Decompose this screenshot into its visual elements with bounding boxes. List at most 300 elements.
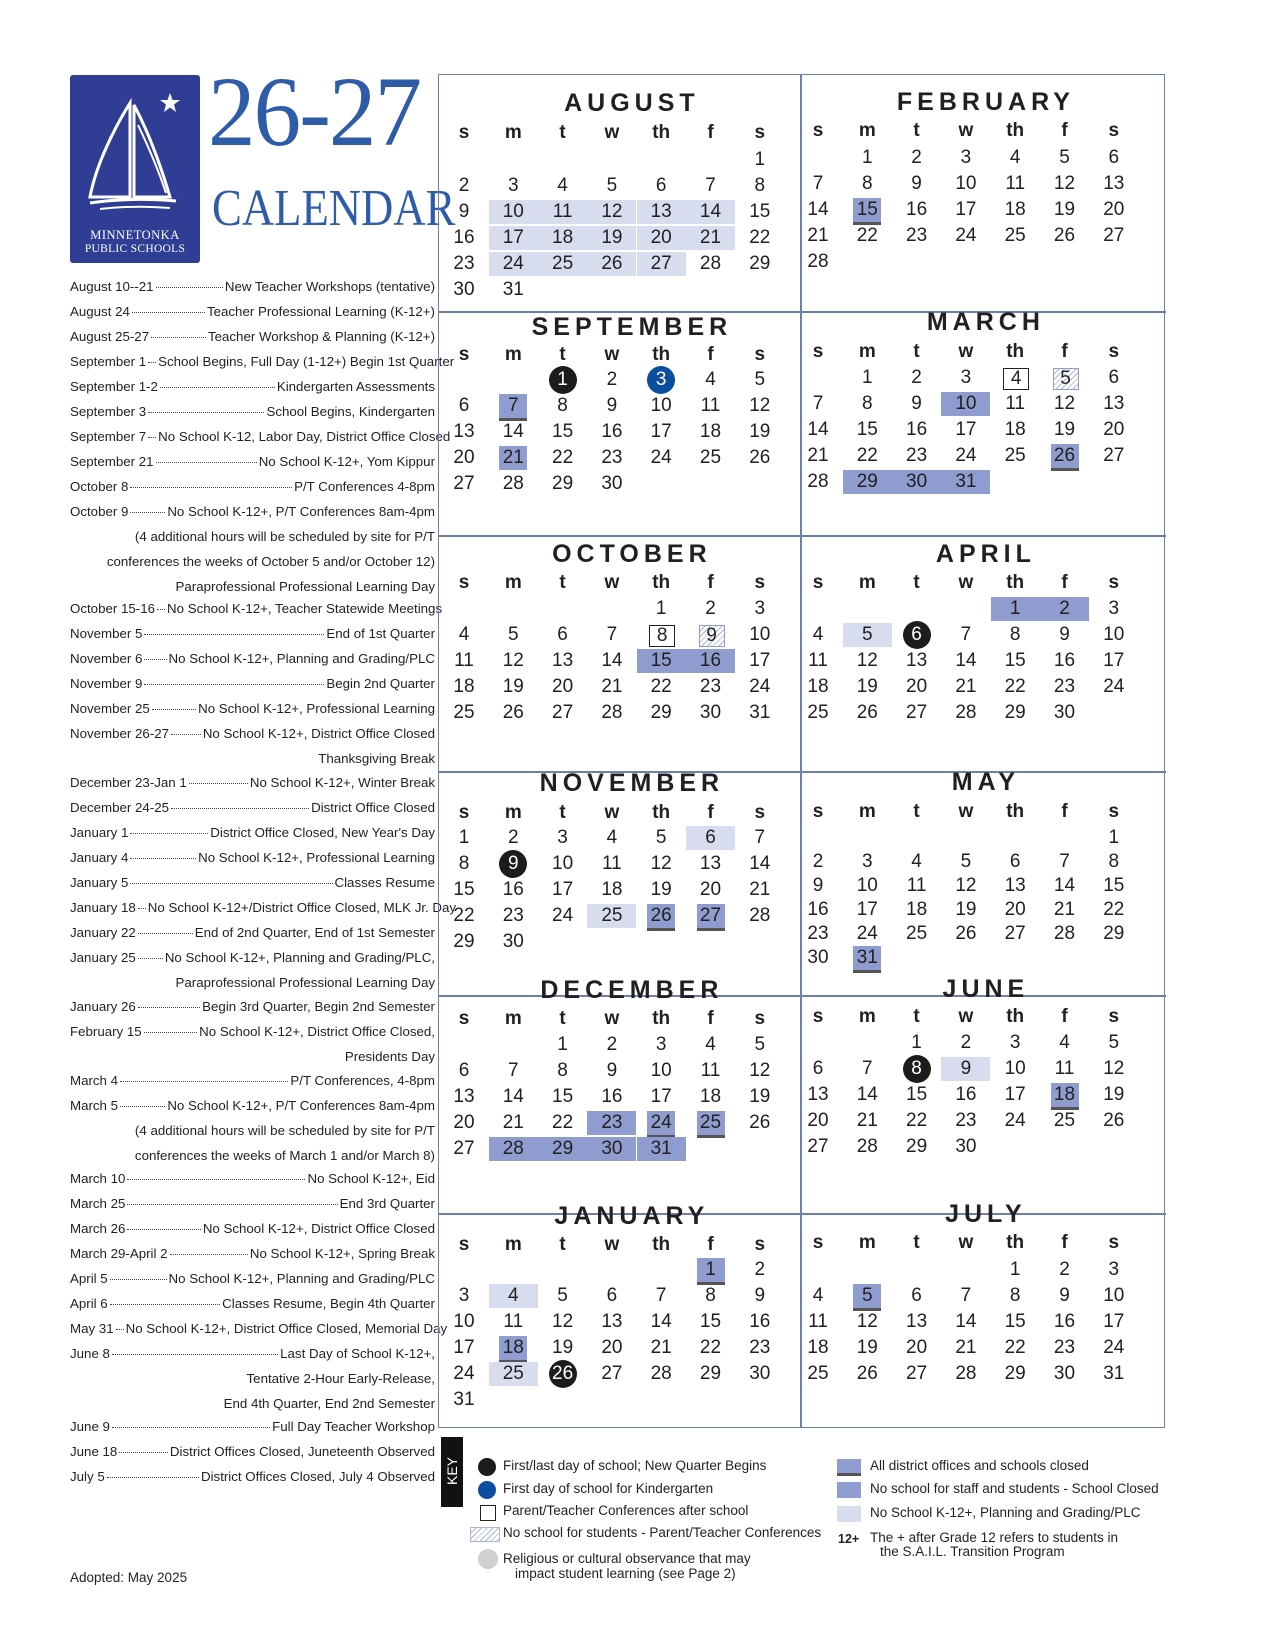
calendar-day: 6 [458,395,470,416]
calendar-day: 17 [955,199,977,220]
calendar-day: 23 [955,1110,977,1131]
calendar-day: 2 [1040,597,1089,621]
calendar-day: 4 [557,175,568,196]
calendar-day: 12 [552,1311,574,1332]
calendar-day: 7 [705,175,716,196]
calendar-day: 10 [453,1311,475,1332]
event-description: Teacher Workshop & Planning (K-12+) [207,329,435,344]
event-description-continued: (4 additional hours will be scheduled by site for P/T [134,529,435,544]
calendar-day: 18 [699,1086,722,1107]
event-description: No School K-12+, District Office Closed, Memorial Day [125,1321,448,1336]
calendar-day: 26 [1053,225,1076,246]
event-description: P/T Conferences 4-8pm [294,479,435,494]
calendar-day: 1 [1108,827,1120,848]
calendar-day: 29 [906,1136,928,1157]
leader-dots [112,1354,278,1355]
calendar-day: 14 [807,419,829,440]
leader-dots [112,1427,270,1428]
calendar-day: 18 [1051,1083,1079,1110]
calendar-day: 19 [502,676,524,697]
calendar-day: 26 [1103,1110,1125,1131]
calendar-day: 25 [1053,1110,1076,1131]
calendar-day: 10 [1004,1058,1026,1079]
grid-divider-vertical [800,74,802,1428]
calendar-day: 18 [453,676,475,697]
calendar-day: 17 [1103,1311,1125,1332]
calendar-day: 7 [655,1285,667,1306]
event-item [70,825,435,850]
calendar-day: 26 [749,1112,771,1133]
calendar-day: 21 [502,1112,524,1133]
calendar-day: 15 [552,1086,574,1107]
calendar-day: 26 [549,1360,577,1388]
leader-dots [130,512,165,513]
key-grade-note-cont: the S.A.I.L. Transition Program [880,1544,1065,1559]
calendar-day: 11 [1005,173,1026,194]
calendar-day: 25 [697,1111,725,1138]
calendar-day: 2 [1059,1259,1070,1280]
event-date: November 25 [70,701,150,716]
calendar-day: 18 [906,899,928,920]
weekday-header: f [707,802,714,823]
calendar-day: 5 [557,1285,568,1306]
weekday-header: th [1006,801,1025,822]
dark-underlined-swatch-icon [837,1459,861,1476]
weekday-header: w [958,1232,974,1253]
month-title: SEPTEMBER [531,313,733,341]
weekday-header: m [858,1006,876,1027]
calendar-day: 16 [601,421,623,442]
leader-dots [170,1254,248,1255]
leader-dots [148,437,156,438]
event-date: November 9 [70,676,143,691]
event-description: No School K-12+, District Office Closed [202,726,435,741]
calendar-day: 27 [697,904,725,931]
calendar-day: 16 [1053,650,1076,671]
key-grade-note: The + after Grade 12 refers to students in [870,1530,1119,1545]
calendar-day: 1 [458,827,470,848]
calendar-day: 1 [991,597,1040,621]
calendar-day: 21 [499,446,527,470]
weekday-header: f [707,122,714,143]
calendar-day: 15 [552,421,574,442]
event-item [70,999,435,1024]
calendar-day: 23 [906,445,928,466]
calendar-day: 18 [1004,419,1026,440]
event-date: January 4 [70,850,129,865]
calendar-day: 11 [906,875,927,896]
calendar-day: 8 [754,175,766,196]
calendar-day: 19 [650,879,672,900]
key-planning-grading: No School K-12+, Planning and Grading/PLC [870,1505,1141,1520]
dark-swatch-icon [837,1482,861,1498]
event-date: April 5 [70,1271,108,1286]
calendar-day: 9 [499,850,527,878]
calendar-day: 9 [606,395,618,416]
weekday-header: w [958,572,974,593]
event-description: No School K-12+, P/T Conferences 8am-4pm [167,1098,435,1113]
event-description: No School K-12+, Winter Break [249,775,435,790]
weekday-header: m [504,802,522,823]
calendar-day: 14 [856,1084,878,1105]
calendar-day: 7 [508,1060,519,1081]
event-item [70,1321,448,1346]
calendar-day: 13 [453,421,475,442]
leader-dots [127,1204,337,1205]
calendar-day: 15 [749,201,771,222]
leader-dots [107,1477,199,1478]
grid-divider [438,535,1166,537]
calendar-day: 24 [1103,676,1125,697]
event-description: District Offices Closed, Juneteenth Observed [169,1444,435,1459]
calendar-day: 3 [1108,1259,1120,1280]
calendar-day: 12 [587,200,636,224]
calendar-day: 28 [955,1363,977,1384]
event-item [70,279,435,304]
calendar-day: 13 [906,650,928,671]
event-date: September 1 [70,354,147,369]
calendar-day: 10 [856,875,878,896]
calendar-day: 19 [1103,1084,1125,1105]
weekday-header: w [604,344,620,365]
calendar-day: 11 [538,200,587,224]
calendar-day: 29 [1004,702,1026,723]
calendar-day: 4 [812,624,824,645]
event-description: School Begins, Full Day (1-12+) Begin 1st Quarter [158,354,455,369]
calendar-day: 15 [1004,650,1026,671]
calendar-day: 28 [807,251,829,272]
event-item [70,1246,435,1271]
calendar-day: 21 [686,226,735,250]
calendar-day: 13 [1103,173,1125,194]
calendar-day: 17 [650,421,672,442]
calendar-day: 24 [650,447,672,468]
calendar-day: 17 [955,419,977,440]
calendar-day: 8 [458,853,470,874]
calendar-day: 13 [601,1311,623,1332]
event-date: June 18 [70,1444,118,1459]
leader-dots [130,487,292,488]
event-description: No School K-12+, District Office Closed, [199,1024,435,1039]
calendar-day: 25 [906,923,928,944]
calendar-day: 18 [807,676,829,697]
calendar-day: 23 [453,253,475,274]
calendar-day: 5 [960,851,972,872]
calendar-day: 22 [453,905,475,926]
calendar-day: 3 [1108,598,1120,619]
event-item [70,354,455,379]
calendar-day: 12 [1103,1058,1125,1079]
calendar-day: 31 [853,946,881,973]
event-date: October 15-16 [70,601,156,616]
calendar-day: 19 [856,676,878,697]
calendar-day: 2 [458,175,470,196]
calendar-day: 24 [552,905,574,926]
calendar-day: 3 [458,1285,470,1306]
leader-dots [120,1106,165,1107]
leader-dots [152,709,196,710]
calendar-day: 29 [749,253,771,274]
event-description-continued: (4 additional hours will be scheduled by site for P/T [134,1123,435,1138]
calendar-day: 9 [754,1285,766,1306]
weekday-header: t [559,344,566,365]
calendar-day: 20 [552,676,574,697]
calendar-day: 28 [489,1137,538,1161]
calendar-day: 22 [699,1337,722,1358]
weekday-header: s [754,1234,766,1255]
event-item [70,1419,435,1444]
leader-dots [127,1229,200,1230]
calendar-day: 18 [807,1337,829,1358]
weekday-header: s [812,572,824,593]
calendar-day: 27 [453,1138,475,1159]
calendar-day: 21 [807,225,829,246]
gray-circle-icon [478,1549,498,1569]
event-date: September 1-2 [70,379,158,394]
event-description: Classes Resume [334,875,435,890]
calendar-day: 1 [697,1258,725,1285]
calendar-day: 9 [1059,624,1070,645]
calendar-day: 27 [906,702,928,723]
calendar-day: 21 [749,879,771,900]
event-date: December 23-Jan 1 [70,775,187,790]
calendar-day: 24 [489,252,538,276]
calendar-day: 26 [502,702,524,723]
calendar-day: 23 [906,225,928,246]
calendar-day: 16 [453,227,475,248]
weekday-header: w [958,801,974,822]
event-item [70,1221,435,1246]
event-description: New Teacher Workshops (tentative) [224,279,435,294]
calendar-day: 21 [650,1337,672,1358]
calendar-day: 22 [856,445,878,466]
calendar-day: 11 [454,650,474,671]
event-item [70,1171,435,1196]
weekday-header: s [812,801,824,822]
calendar-day: 6 [686,826,735,850]
calendar-day: 8 [557,1060,568,1081]
calendar-day: 15 [906,1084,928,1105]
calendar-day: 12 [955,875,977,896]
event-description: Last Day of School K-12+, [280,1346,435,1361]
box-icon [480,1505,496,1521]
month-title: JUNE [942,975,1030,1003]
calendar-day: 28 [955,702,977,723]
weekday-header: s [754,1008,766,1029]
district-name-line2: PUBLIC SCHOOLS [84,243,186,255]
weekday-header: m [504,1008,522,1029]
month-title: NOVEMBER [539,769,725,797]
calendar-day: 5 [1108,1032,1120,1053]
event-description: No School K-12+, Professional Learning [198,850,435,865]
calendar-day: 8 [705,1285,716,1306]
weekday-header: f [1061,572,1068,593]
calendar-day: 7 [606,624,618,645]
calendar-day: 30 [892,470,941,494]
leader-dots [130,883,332,884]
calendar-day: 21 [601,676,623,697]
weekday-header: t [913,120,920,141]
leader-dots [151,337,206,338]
month-title: JANUARY [554,1202,710,1230]
calendar-day: 27 [1103,225,1125,246]
weekday-header: f [707,572,714,593]
calendar-day: 19 [856,1337,878,1358]
calendar-day: 13 [453,1086,475,1107]
event-item [70,701,435,726]
calendar-day: 2 [812,851,824,872]
key-pt-conferences: Parent/Teacher Conferences after school [503,1503,749,1518]
key-first-last-day: First/last day of school; New Quarter Begins [503,1458,767,1473]
calendar-day: 10 [489,200,538,224]
event-date: January 5 [70,875,129,890]
event-date: June 8 [70,1346,110,1361]
event-item [70,379,435,404]
sailboat-icon [70,75,200,225]
calendar-day: 13 [552,650,574,671]
event-item [70,504,435,601]
calendar-day: 16 [1053,1311,1076,1332]
calendar-day: 26 [1051,444,1079,471]
calendar-day: 3 [862,851,873,872]
calendar-day: 31 [749,702,771,723]
calendar-day: 14 [686,200,735,224]
calendar-day: 17 [1103,650,1125,671]
calendar-day: 12 [749,395,771,416]
calendar-day: 15 [637,649,686,673]
calendar-day: 6 [911,1285,922,1306]
calendar-day: 22 [856,225,878,246]
leader-dots [110,1279,167,1280]
weekday-header: w [604,572,620,593]
key-no-school-conferences: No school for students - Parent/Teacher Conferences [503,1525,822,1540]
calendar-day: 30 [453,279,475,300]
weekday-header: m [858,572,876,593]
leader-dots [130,858,196,859]
calendar-day: 28 [1053,923,1076,944]
event-description-continued: Presidents Day [344,1049,435,1064]
calendar-day: 8 [649,625,675,647]
calendar-day: 17 [650,1086,672,1107]
event-description: No School K-12+/District Office Closed, MLK Jr. Day [147,900,457,915]
weekday-header: th [1006,1232,1025,1253]
weekday-header: s [812,1232,824,1253]
calendar-day: 31 [941,470,990,494]
calendar-day: 6 [557,624,568,645]
event-date: November 26-27 [70,726,170,741]
calendar-day: 30 [601,473,623,494]
calendar-day: 16 [906,199,928,220]
calendar-day: 19 [1053,419,1076,440]
weekday-header: s [754,122,766,143]
event-date: October 9 [70,504,129,519]
calendar-day: 20 [637,226,686,250]
weekday-header: th [1006,341,1025,362]
calendar-day: 25 [453,702,475,723]
calendar-day: 19 [749,421,771,442]
calendar-day: 20 [601,1337,623,1358]
event-date: March 10 [70,1171,126,1186]
calendar-day: 12 [856,1311,878,1332]
calendar-day: 9 [606,1060,618,1081]
leader-dots [132,312,205,313]
leader-dots [144,1032,197,1033]
event-description: District Office Closed, New Year's Day [210,825,435,840]
event-item [70,329,435,354]
leader-dots [138,908,146,909]
key-school-closed: No school for staff and students - School Closed [870,1481,1159,1496]
calendar-day: 7 [812,173,824,194]
calendar-day: 12 [1053,173,1076,194]
leader-dots [119,1452,168,1453]
calendar-day: 18 [1004,199,1026,220]
calendar-day: 28 [601,702,623,723]
event-item [70,404,435,429]
calendar-day: 26 [856,1363,878,1384]
event-item [70,454,435,479]
calendar-day: 19 [587,226,636,250]
calendar-day: 26 [955,923,977,944]
weekday-header: m [504,1234,522,1255]
event-description: No School K-12+, District Office Closed [202,1221,435,1236]
calendar-day: 16 [601,1086,623,1107]
weekday-header: t [913,1006,920,1027]
event-description: No School K-12+, Planning and Grading/PLC, [164,950,435,965]
calendar-day: 30 [587,1137,636,1161]
leader-dots [156,462,257,463]
calendar-day: 22 [552,1112,574,1133]
calendar-day: 22 [552,447,574,468]
calendar-day: 11 [1054,1058,1075,1079]
month-title: JULY [945,1200,1027,1228]
weekday-header: t [559,1234,566,1255]
calendar-day: 17 [749,650,771,671]
weekday-header: f [1061,341,1068,362]
month-title: OCTOBER [552,540,712,568]
calendar-day: 24 [955,225,977,246]
weekday-header: s [812,1006,824,1027]
weekday-header: s [458,344,470,365]
calendar-day: 13 [1004,875,1026,896]
weekday-header: t [559,122,566,143]
event-description: District Offices Closed, July 4 Observed [200,1469,435,1484]
calendar-day: 10 [650,395,672,416]
event-item [70,1346,435,1419]
calendar-day: 8 [1108,851,1120,872]
calendar-day: 5 [754,1034,766,1055]
calendar-day: 29 [699,1363,722,1384]
event-date: December 24-25 [70,800,170,815]
event-description-continued: conferences the weeks of October 5 and/or October 12) [106,554,435,569]
weekday-header: t [913,341,920,362]
calendar-day: 1 [1009,1259,1021,1280]
weekday-header: f [1061,1232,1068,1253]
adopted-date: Adopted: May 2025 [70,1570,188,1585]
calendar-day: 4 [1059,1032,1070,1053]
calendar-day: 14 [502,421,524,442]
event-description: No School K-12+, Eid [307,1171,435,1186]
weekday-header: s [754,344,766,365]
calendar-day: 5 [853,1284,881,1311]
calendar-day: 5 [754,369,766,390]
calendar-day: 9 [911,173,922,194]
event-description-continued: Tentative 2-Hour Early-Release, [246,1371,435,1386]
calendar-day: 30 [955,1136,977,1157]
weekday-header: m [858,1232,876,1253]
weekday-header: s [458,122,470,143]
event-date: March 5 [70,1098,119,1113]
weekday-header: w [958,120,974,141]
